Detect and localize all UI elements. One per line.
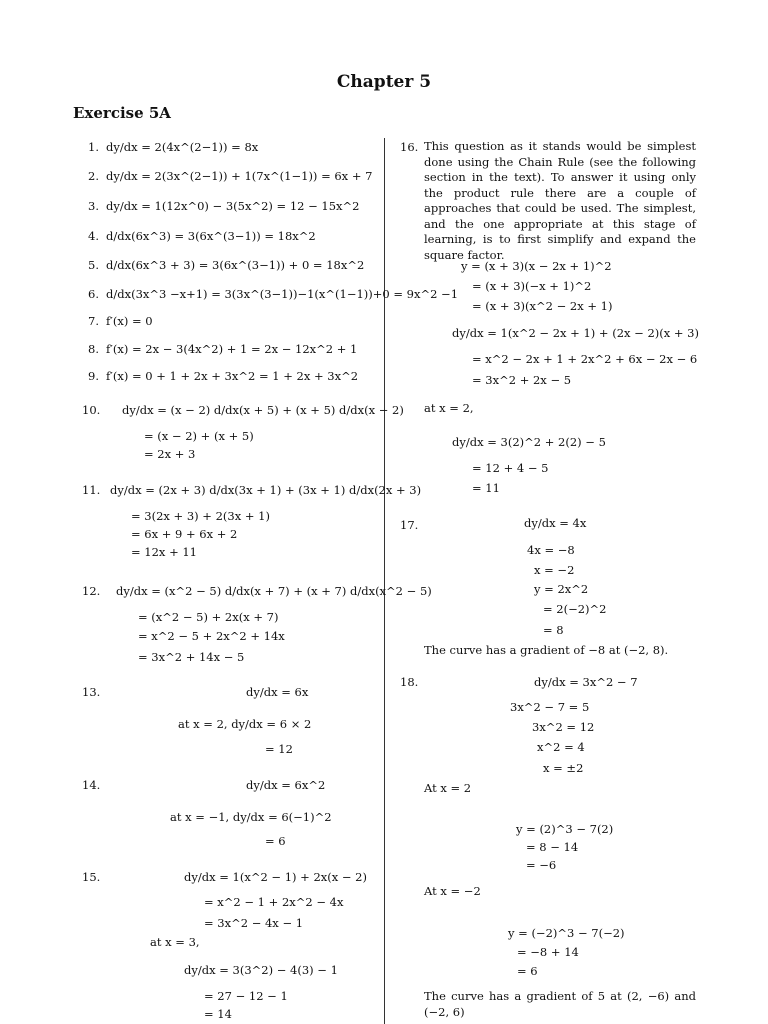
answer-line: = 12 [265, 742, 293, 756]
answer-line: 3x^2 − 7 = 5 [510, 700, 590, 714]
answer-line: dy/dx = 6x [246, 685, 309, 699]
question-number: 6. [88, 287, 99, 301]
conclusion-text: The curve has a gradient of 5 at (2, −6) and (−2, 6) [424, 989, 696, 1019]
question-number: 13. [82, 685, 101, 699]
answer-line: d/dx(6x^3 + 3) = 3(6x^(3−1)) + 0 = 18x^2 [106, 258, 365, 272]
answer-line: f′(x) = 0 [106, 314, 153, 328]
question-number: 18. [400, 675, 419, 689]
question-number: 12. [82, 584, 101, 598]
answer-line: y = (−2)^3 − 7(−2) [508, 926, 625, 940]
answer-line: = −6 [526, 858, 557, 872]
question-number: 1. [88, 140, 99, 154]
answer-line: d/dx(3x^3 −x+1) = 3(3x^(3−1))−1(x^(1−1))+0 = 9x^2 −1 [106, 287, 459, 301]
answer-line: dy/dx = 3(3^2) − 4(3) − 1 [184, 963, 338, 977]
question-number: 14. [82, 778, 101, 792]
conclusion-text: The curve has a gradient of −8 at (−2, 8). [424, 643, 669, 657]
answer-line: dy/dx = (x^2 − 5) d/dx(x + 7) + (x + 7) d/dx(x^2 − 5) [116, 584, 432, 598]
answer-line: 3x^2 = 12 [532, 720, 595, 734]
question-number: 5. [88, 258, 99, 272]
question-number: 4. [88, 229, 99, 243]
answer-line: At x = −2 [424, 884, 481, 898]
question-number: 8. [88, 342, 99, 356]
question-number: 10. [82, 403, 101, 417]
answer-line: y = (2)^3 − 7(2) [516, 822, 614, 836]
answer-line: y = 2x^2 [534, 582, 589, 596]
answer-line: = (x^2 − 5) + 2x(x + 7) [138, 610, 279, 624]
question-number: 17. [400, 518, 419, 532]
question-number: 11. [82, 483, 101, 497]
question-number: 7. [88, 314, 99, 328]
question-number: 2. [88, 169, 99, 183]
answer-line: dy/dx = 4x [524, 516, 587, 530]
question-number: 9. [88, 369, 99, 383]
answer-line: = 27 − 12 − 1 [204, 989, 288, 1003]
answer-line: dy/dx = 6x^2 [246, 778, 326, 792]
question-number: 15. [82, 870, 101, 884]
answer-line: f′(x) = 2x − 3(4x^2) + 1 = 2x − 12x^2 + 1 [106, 342, 358, 356]
question-number: 16. [400, 140, 419, 154]
answer-line: x = ±2 [543, 761, 584, 775]
answer-line: = 6 [265, 834, 286, 848]
exercise-title: Exercise 5A [73, 104, 171, 122]
answer-line: = 6 [517, 964, 538, 978]
answer-line: = 3x^2 + 14x − 5 [138, 650, 245, 664]
answer-line: = (x + 3)(x^2 − 2x + 1) [472, 299, 613, 313]
answer-line: = x^2 − 2x + 1 + 2x^2 + 6x − 2x − 6 [472, 352, 698, 366]
answer-line: dy/dx = 2(4x^(2−1)) = 8x [106, 140, 259, 154]
answer-line: = 11 [472, 481, 500, 495]
answer-line: at x = 3, [150, 935, 200, 949]
answer-line: x = −2 [534, 563, 575, 577]
answer-line: = 12x + 11 [131, 545, 197, 559]
answer-line: = 6x + 9 + 6x + 2 [131, 527, 238, 541]
answer-line: = −8 + 14 [517, 945, 579, 959]
answer-line: = 2(−2)^2 [543, 602, 607, 616]
answer-line: = 3x^2 + 2x − 5 [472, 373, 572, 387]
answer-line: 4x = −8 [527, 543, 575, 557]
answer-line: dy/dx = 3x^2 − 7 [534, 675, 638, 689]
answer-line: dy/dx = (x − 2) d/dx(x + 5) + (x + 5) d/dx(x − 2) [122, 403, 404, 417]
answer-line: = (x + 3)(−x + 1)^2 [472, 279, 592, 293]
chapter-title: Chapter 5 [336, 72, 432, 92]
question-number: 3. [88, 199, 99, 213]
answer-line: dy/dx = 2(3x^(2−1)) + 1(7x^(1−1)) = 6x + 7 [106, 169, 373, 183]
explanation-paragraph: This question as it stands would be simplest done using the Chain Rule (see the following section in the text). To answer it using only the product rule there are a couple of approaches that could be used. The simplest, and the one appropriate at this stage of learning, is to first simplify and expand the square factor. [424, 139, 696, 262]
answer-line: x^2 = 4 [537, 740, 585, 754]
answer-line: dy/dx = 1(x^2 − 1) + 2x(x − 2) [184, 870, 367, 884]
answer-line: = x^2 − 1 + 2x^2 − 4x [204, 895, 344, 909]
answer-line: dy/dx = 1(12x^0) − 3(5x^2) = 12 − 15x^2 [106, 199, 360, 213]
answer-line: y = (x + 3)(x − 2x + 1)^2 [461, 259, 612, 273]
answer-line: dy/dx = 3(2)^2 + 2(2) − 5 [452, 435, 606, 449]
answer-line: at x = 2, dy/dx = 6 × 2 [178, 717, 312, 731]
answer-line: dy/dx = 1(x^2 − 2x + 1) + (2x − 2)(x + 3) [452, 326, 699, 340]
answer-line: f′(x) = 0 + 1 + 2x + 3x^2 = 1 + 2x + 3x^2 [106, 369, 359, 383]
answer-line: at x = −1, dy/dx = 6(−1)^2 [170, 810, 332, 824]
answer-line: d/dx(6x^3) = 3(6x^(3−1)) = 18x^2 [106, 229, 316, 243]
answer-line: = 8 [543, 623, 564, 637]
answer-line: = 8 − 14 [526, 840, 579, 854]
answer-line: = 2x + 3 [144, 447, 196, 461]
answer-line: = 3(2x + 3) + 2(3x + 1) [131, 509, 270, 523]
answer-line: = 12 + 4 − 5 [472, 461, 549, 475]
answer-line: = 3x^2 − 4x − 1 [204, 916, 304, 930]
answer-line: At x = 2 [424, 781, 472, 795]
column-divider [384, 138, 385, 1024]
answer-line: at x = 2, [424, 401, 474, 415]
answer-line: dy/dx = (2x + 3) d/dx(3x + 1) + (3x + 1) d/dx(2x + 3) [110, 483, 422, 497]
answer-line: = 14 [204, 1007, 232, 1021]
answer-line: = (x − 2) + (x + 5) [144, 429, 254, 443]
answer-line: = x^2 − 5 + 2x^2 + 14x [138, 629, 285, 643]
